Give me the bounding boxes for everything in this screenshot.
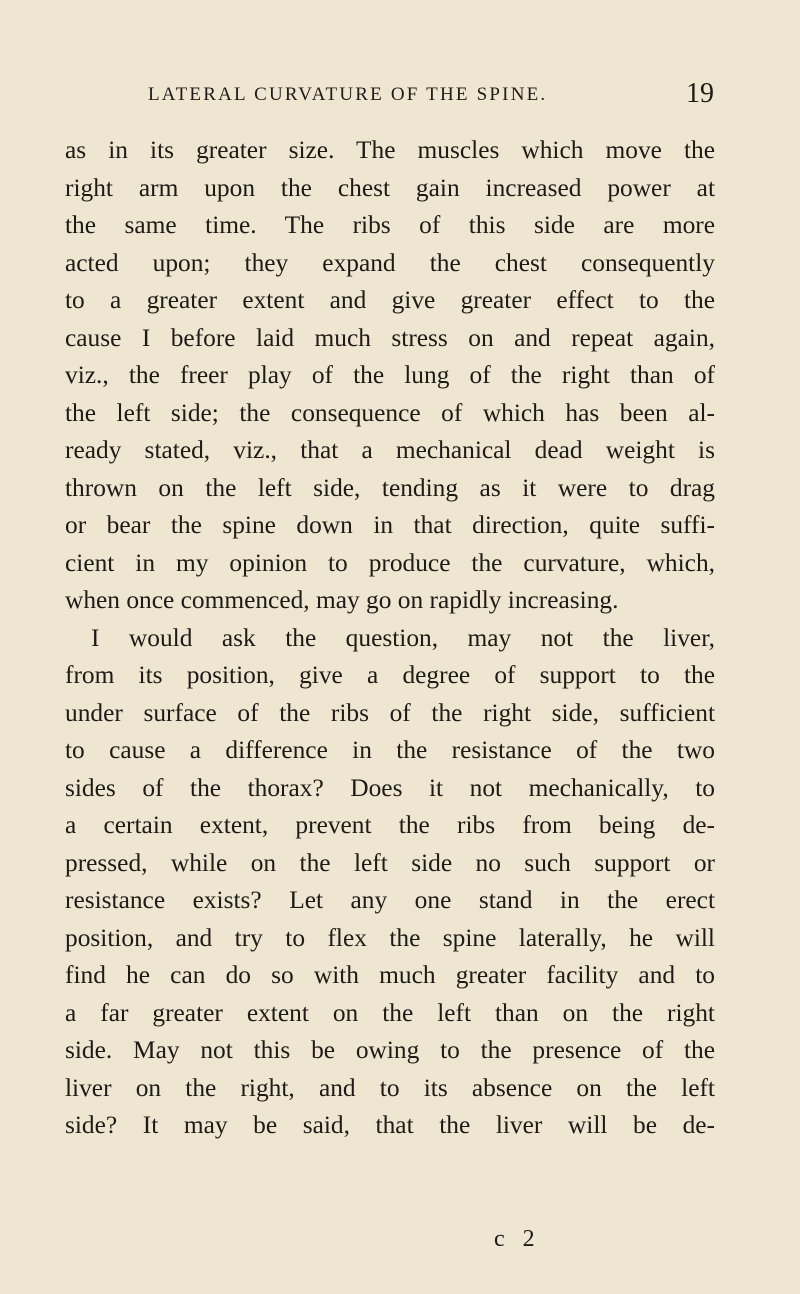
paragraph-end-line: when once commenced, may go on rapidly increasing. (65, 586, 619, 614)
text-line: thrown on the left side, tending as it were to drag (65, 473, 715, 502)
text-line: a certain extent, prevent the ribs from being de- (65, 811, 715, 839)
text-line: cause I before laid much stress on and repeat again, (65, 323, 715, 352)
page-number: 19 (686, 78, 714, 109)
text-line: a far greater extent on the left than on the right (65, 998, 715, 1027)
text-line: from its position, give a degree of support to the (65, 661, 715, 689)
paragraph-start-line: I would ask the question, may not the liver, (91, 623, 715, 652)
text-line: side. May not this be owing to the presence of the (65, 1036, 715, 1064)
text-line: viz., the freer play of the lung of the right than of (65, 361, 715, 389)
text-line: or bear the spine down in that direction, quite suffi- (65, 511, 715, 539)
signature-mark: c 2 (494, 1226, 541, 1252)
text-line: under surface of the ribs of the right side, sufficient (65, 698, 715, 727)
text-line: the left side; the consequence of which has been al- (65, 398, 715, 427)
text-line: the same time. The ribs of this side are more (65, 211, 715, 239)
text-line: right arm upon the chest gain increased power at (65, 173, 715, 202)
text-line: liver on the right, and to its absence on the left (65, 1073, 715, 1102)
text-line: find he can do so with much greater facility and to (65, 961, 715, 989)
text-line: position, and try to flex the spine laterally, he will (65, 923, 715, 952)
text-line: cient in my opinion to produce the curvature, which, (65, 548, 715, 577)
text-line: ready stated, viz., that a mechanical dead weight is (65, 436, 715, 464)
text-line: acted upon; they expand the chest consequently (65, 248, 715, 277)
text-line: as in its greater size. The muscles which move the (65, 136, 715, 164)
text-line: resistance exists? Let any one stand in the erect (65, 886, 715, 914)
body-text (65, 132, 715, 1145)
text-line: pressed, while on the left side no such support or (65, 848, 715, 877)
text-line: to cause a difference in the resistance of the two (65, 736, 715, 764)
text-line: to a greater extent and give greater effect to the (65, 286, 715, 314)
text-line: side? It may be said, that the liver will be de- (65, 1111, 715, 1139)
text-line: sides of the thorax? Does it not mechanically, to (65, 773, 715, 802)
running-head (140, 78, 714, 118)
running-title: LATERAL CURVATURE OF THE SPINE. (148, 84, 548, 105)
